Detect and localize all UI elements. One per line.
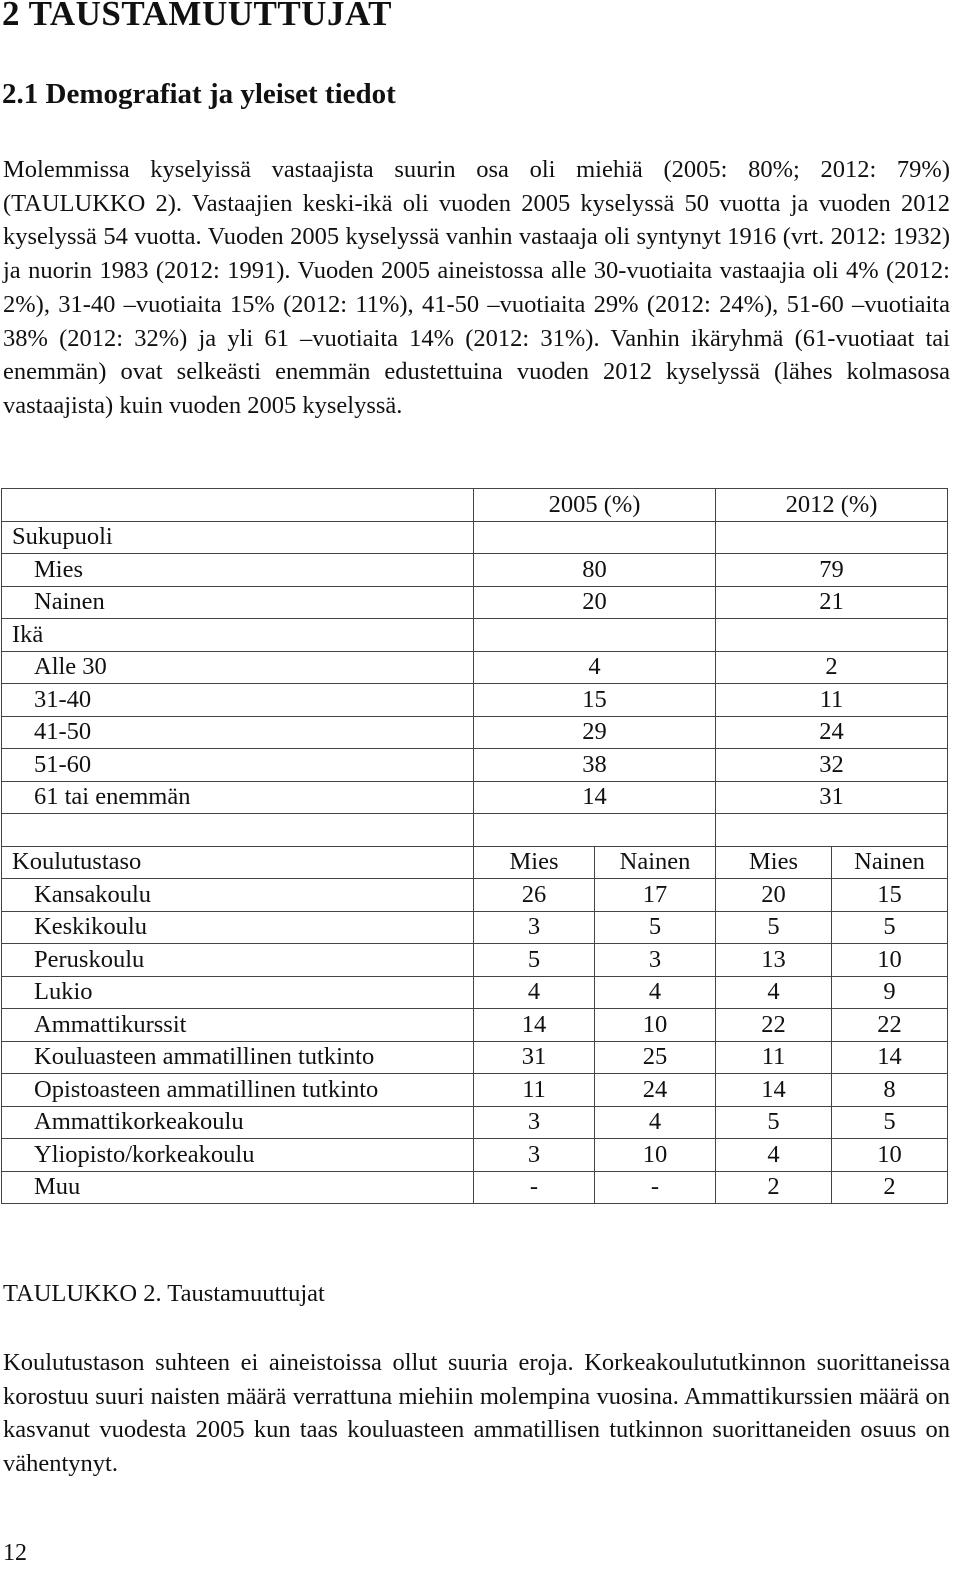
row-label: Alle 30 bbox=[2, 651, 474, 684]
value-nainen-2005: 3 bbox=[595, 944, 716, 977]
value-2005: 29 bbox=[474, 716, 716, 749]
row-label: Muu bbox=[2, 1171, 474, 1204]
value-nainen-2012: 14 bbox=[832, 1041, 948, 1074]
chapter-heading: 2 TAUSTAMUUTTUJAT bbox=[2, 0, 392, 33]
value-mies-2012: 4 bbox=[716, 976, 832, 1009]
value-mies-2012: 11 bbox=[716, 1041, 832, 1074]
value-2012: 2 bbox=[716, 651, 948, 684]
value-nainen-2012: 10 bbox=[832, 1139, 948, 1172]
value-nainen-2012: 2 bbox=[832, 1171, 948, 1204]
value-nainen-2012: 22 bbox=[832, 1009, 948, 1042]
value-2005: 38 bbox=[474, 749, 716, 782]
table-row bbox=[2, 879, 948, 912]
table-cell bbox=[474, 814, 716, 847]
row-label: Ammattikorkeakoulu bbox=[2, 1106, 474, 1139]
value-nainen-2005: 24 bbox=[595, 1074, 716, 1107]
table-row bbox=[2, 716, 948, 749]
value-2005: 15 bbox=[474, 684, 716, 717]
value-mies-2012: 5 bbox=[716, 1106, 832, 1139]
value-nainen-2005: 4 bbox=[595, 976, 716, 1009]
value-mies-2005: 31 bbox=[474, 1041, 595, 1074]
value-2012: 11 bbox=[716, 684, 948, 717]
column-header-2012: 2012 (%) bbox=[716, 489, 948, 522]
table-cell bbox=[716, 814, 948, 847]
value-mies-2012: 13 bbox=[716, 944, 832, 977]
table-cell bbox=[474, 521, 716, 554]
table-caption: TAULUKKO 2. Taustamuuttujat bbox=[3, 1280, 325, 1307]
value-mies-2005: 3 bbox=[474, 911, 595, 944]
table-cell bbox=[716, 521, 948, 554]
table-row bbox=[2, 586, 948, 619]
value-mies-2012: 2 bbox=[716, 1171, 832, 1204]
subheader-mies-2005: Mies bbox=[474, 846, 595, 879]
table-cell bbox=[474, 619, 716, 652]
row-label: Peruskoulu bbox=[2, 944, 474, 977]
table-row bbox=[2, 1009, 948, 1042]
value-mies-2005: 26 bbox=[474, 879, 595, 912]
value-mies-2012: 5 bbox=[716, 911, 832, 944]
table-row bbox=[2, 944, 948, 977]
value-mies-2005: 3 bbox=[474, 1139, 595, 1172]
value-mies-2005: 5 bbox=[474, 944, 595, 977]
row-label: Kouluasteen ammatillinen tutkinto bbox=[2, 1041, 474, 1074]
value-2005: 20 bbox=[474, 586, 716, 619]
row-label: 31-40 bbox=[2, 684, 474, 717]
value-2005: 14 bbox=[474, 781, 716, 814]
value-nainen-2005: 17 bbox=[595, 879, 716, 912]
value-mies-2012: 20 bbox=[716, 879, 832, 912]
value-mies-2005: 4 bbox=[474, 976, 595, 1009]
spacer-row bbox=[2, 814, 948, 847]
table-row bbox=[2, 1074, 948, 1107]
value-2005: 80 bbox=[474, 554, 716, 587]
table-row bbox=[2, 749, 948, 782]
intro-paragraph: Molemmissa kyselyissä vastaajista suurin osa oli miehiä (2005: 80%; 2012: 79%) (TAULUKKO 2). Vastaajien keski-ikä oli vuoden 2005 kyselyssä 50 vuotta ja vuoden 2012 kyselyssä 54 vuotta. Vuoden 2005 kyselyssä vanhin vastaaja oli syntynyt 1916 (vrt. 2012: 1932) ja nuorin 1983 (2012: 1991). Vuoden 2005 aineistossa alle 30-vuotiaita vastaajia oli 4% (2012: 2%), 31-40 –vuotiaita 15% (2012: 11%), 41-50 –vuotiaita 29% (2012: 24%), 51-60 –vuotiaita 38% (2012: 32%) ja yli 61 –vuotiaita 14% (2012: 31%). Vanhin ikäryhmä (61-vuotiaat tai enemmän) ovat selkeästi enemmän edustettuina vuoden 2012 kyselyssä (lähes kolmasosa vastaajista) kuin vuoden 2005 kyselyssä. bbox=[3, 156, 950, 419]
subheader-mies-2012: Mies bbox=[716, 846, 832, 879]
value-nainen-2012: 5 bbox=[832, 1106, 948, 1139]
table-row bbox=[2, 1171, 948, 1204]
background-variables-table bbox=[1, 488, 948, 1204]
value-mies-2012: 4 bbox=[716, 1139, 832, 1172]
group-label: Sukupuoli bbox=[2, 521, 474, 554]
row-label: Lukio bbox=[2, 976, 474, 1009]
row-label: Keskikoulu bbox=[2, 911, 474, 944]
table-row bbox=[2, 976, 948, 1009]
group-row-koulutustaso bbox=[2, 846, 948, 879]
value-mies-2005: - bbox=[474, 1171, 595, 1204]
row-label: Nainen bbox=[2, 586, 474, 619]
value-mies-2012: 22 bbox=[716, 1009, 832, 1042]
table-row bbox=[2, 911, 948, 944]
row-label: 61 tai enemmän bbox=[2, 781, 474, 814]
row-label: 41-50 bbox=[2, 716, 474, 749]
row-label: Kansakoulu bbox=[2, 879, 474, 912]
table-header-row bbox=[2, 489, 948, 522]
value-nainen-2012: 5 bbox=[832, 911, 948, 944]
group-label: Koulutustaso bbox=[2, 846, 474, 879]
value-2005: 4 bbox=[474, 651, 716, 684]
row-label: Yliopisto/korkeakoulu bbox=[2, 1139, 474, 1172]
value-2012: 21 bbox=[716, 586, 948, 619]
table-cell bbox=[2, 814, 474, 847]
table-row bbox=[2, 1106, 948, 1139]
table-cell bbox=[2, 489, 474, 522]
value-mies-2005: 14 bbox=[474, 1009, 595, 1042]
group-row-sukupuoli bbox=[2, 521, 948, 554]
table-row bbox=[2, 1041, 948, 1074]
table-row bbox=[2, 651, 948, 684]
value-mies-2005: 3 bbox=[474, 1106, 595, 1139]
table-row bbox=[2, 554, 948, 587]
table-cell bbox=[716, 619, 948, 652]
value-nainen-2012: 10 bbox=[832, 944, 948, 977]
value-2012: 31 bbox=[716, 781, 948, 814]
subheader-nainen-2012: Nainen bbox=[832, 846, 948, 879]
value-nainen-2005: 25 bbox=[595, 1041, 716, 1074]
page-number: 12 bbox=[3, 1540, 27, 1566]
subheader-nainen-2005: Nainen bbox=[595, 846, 716, 879]
value-nainen-2012: 15 bbox=[832, 879, 948, 912]
value-2012: 32 bbox=[716, 749, 948, 782]
value-nainen-2005: - bbox=[595, 1171, 716, 1204]
value-nainen-2005: 4 bbox=[595, 1106, 716, 1139]
conclusion-paragraph: Koulutustason suhteen ei aineistoissa ollut suuria eroja. Korkeakoulututkinnon suorittaneissa korostuu suuri naisten määrä verrattuna miehiin molempina vuosina. Ammattikurssien määrä on kasvanut vuodesta 2005 kun taas kouluasteen ammatillisen tutkinnon suorittaneiden osuus on vähentynyt. bbox=[3, 1349, 950, 1478]
column-header-2005: 2005 (%) bbox=[474, 489, 716, 522]
row-label: Mies bbox=[2, 554, 474, 587]
value-mies-2005: 11 bbox=[474, 1074, 595, 1107]
table-row bbox=[2, 684, 948, 717]
section-heading: 2.1 Demografiat ja yleiset tiedot bbox=[2, 78, 396, 110]
group-label: Ikä bbox=[2, 619, 474, 652]
row-label: 51-60 bbox=[2, 749, 474, 782]
table-row bbox=[2, 1139, 948, 1172]
value-nainen-2012: 9 bbox=[832, 976, 948, 1009]
value-nainen-2012: 8 bbox=[832, 1074, 948, 1107]
table-row bbox=[2, 781, 948, 814]
value-nainen-2005: 5 bbox=[595, 911, 716, 944]
value-nainen-2005: 10 bbox=[595, 1009, 716, 1042]
row-label: Opistoasteen ammatillinen tutkinto bbox=[2, 1074, 474, 1107]
value-mies-2012: 14 bbox=[716, 1074, 832, 1107]
value-2012: 79 bbox=[716, 554, 948, 587]
group-row-ika bbox=[2, 619, 948, 652]
value-2012: 24 bbox=[716, 716, 948, 749]
value-nainen-2005: 10 bbox=[595, 1139, 716, 1172]
row-label: Ammattikurssit bbox=[2, 1009, 474, 1042]
